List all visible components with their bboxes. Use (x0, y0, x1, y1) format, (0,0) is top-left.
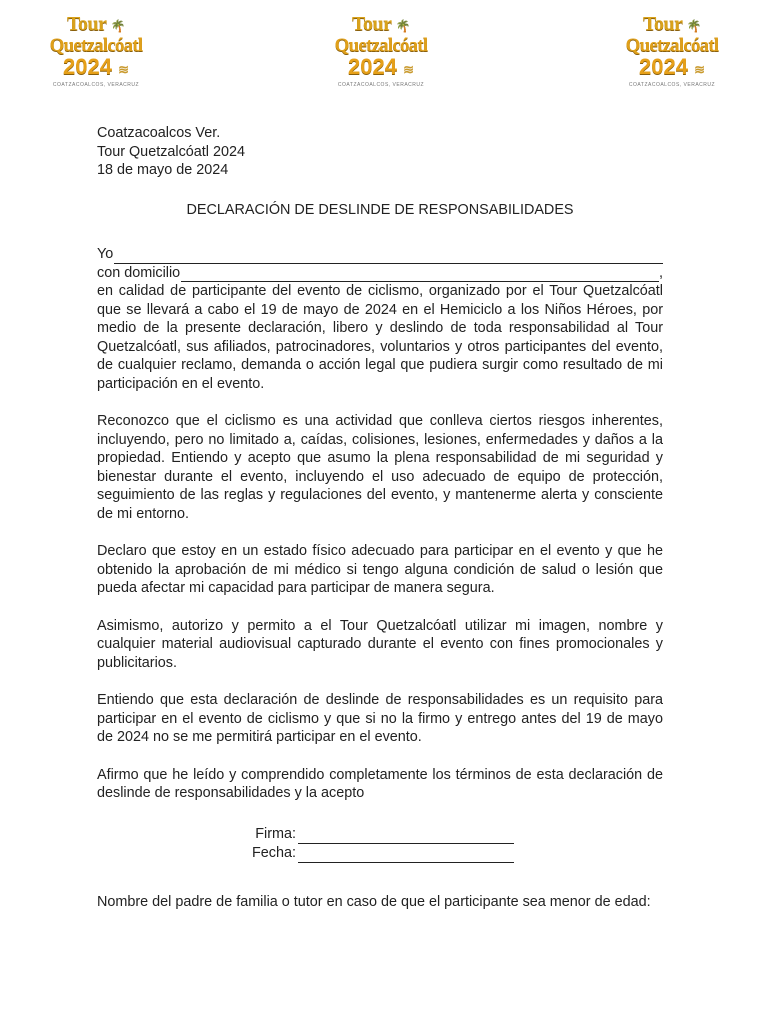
logo-tour-text: Tour (351, 13, 392, 35)
name-fill-line[interactable] (97, 245, 663, 264)
header-date: 18 de mayo de 2024 (97, 162, 229, 178)
palm-icon: 🌴 (395, 19, 411, 33)
logo-year-text: 2024 (63, 54, 112, 79)
address-fill-line[interactable] (97, 264, 663, 283)
signature-block (247, 825, 663, 863)
domicilio-label: con domicilio (97, 264, 181, 281)
event-logo-left (38, 14, 154, 90)
palm-icon: 🌴 (110, 19, 126, 33)
date-blank[interactable] (298, 848, 514, 863)
guardian-name-prompt: Nombre del padre de familia o tutor en caso de que el participante sea menor de edad: (97, 893, 651, 910)
date-row (247, 844, 663, 863)
event-logo-right (614, 14, 730, 90)
wave-icon: ≋ (403, 62, 414, 77)
logo-tour-text: Tour (642, 13, 683, 35)
signature-blank[interactable] (298, 829, 514, 844)
paragraph-image-rights: Asimismo, autorizo y permito a el Tour Quetzalcóatl utilizar mi imagen, nombre y cualquier material audiovisual capturado durante el evento con fines promocionales y publicitarios. (97, 617, 663, 671)
firma-label: Firma: (255, 825, 296, 842)
logo-city-text: COATZACOALCOS, VERACRUZ (337, 82, 425, 88)
wave-icon: ≋ (118, 62, 129, 77)
logo-year-text: 2024 (348, 54, 397, 79)
paragraph-acceptance: Afirmo que he leído y comprendido completamente los términos de esta declaración de deslinde de responsabilidades y la acepto (97, 766, 663, 801)
paragraph-risks: Reconozco que el ciclismo es una actividad que conlleva ciertos riesgos inherentes, incluyendo, pero no limitado a, caídas, colisiones, lesiones, enfermedades y daños a la propiedad. Entiendo y acepto que asumo la plena responsabilidad de mi seguridad y bienestar durante el evento, incluyendo el uso adecuado de equipo de protección, seguimiento de las reglas y regulaciones del evento, y mantenerme alerta y consciente de mi entorno. (97, 413, 663, 522)
logo-city-text: COATZACOALCOS, VERACRUZ (52, 82, 140, 88)
wave-icon: ≋ (694, 62, 705, 77)
event-logo-center (323, 14, 439, 90)
paragraph-liability-release: en calidad de participante del evento de ciclismo, organizado por el Tour Quetzalcóatl que se llevará a cabo el 19 de mayo de 2024 en el Hemiciclo a los Niños Héroes, por medio de la presente declaración, libero y deslindo de toda responsabilidad al Tour Quetzalcóatl, sus afiliados, patrocinadores, voluntarios y otros participantes del evento, de cualquier reclamo, demanda o acción legal que pudiera surgir como resultado de mi participación en el evento. (97, 283, 663, 392)
signature-row (247, 825, 663, 844)
logo-city-text: COATZACOALCOS, VERACRUZ (628, 82, 716, 88)
logo-name-text: Quetzalcóatl (49, 35, 143, 56)
logo-tour-text: Tour (66, 13, 107, 35)
fecha-label: Fecha: (252, 844, 296, 861)
logo-name-text: Quetzalcóatl (625, 35, 719, 56)
logo-year-text: 2024 (639, 54, 688, 79)
header-event: Tour Quetzalcóatl 2024 (97, 143, 245, 160)
domicilio-comma: , (659, 264, 663, 281)
logo-name-text: Quetzalcóatl (334, 35, 428, 56)
paragraph-requirement: Entiendo que esta declaración de deslinde de responsabilidades es un requisito para participar en el evento de ciclismo y que si no la firmo y entrego antes del 19 de mayo de 2024 no se me permitirá participar en el evento. (97, 692, 663, 745)
palm-icon: 🌴 (686, 19, 702, 33)
header-city: Coatzacoalcos Ver. (97, 125, 221, 141)
document-body (97, 124, 663, 925)
paragraph-fitness: Declaro que estoy en un estado físico adecuado para participar en el evento y que he obtenido la aprobación de mi médico si tengo alguna condición de salud o lesión que pueda afectar mi capacidad para participar de manera segura. (97, 543, 663, 596)
address-blank[interactable] (181, 267, 659, 282)
yo-label: Yo (97, 246, 114, 262)
document-title: DECLARACIÓN DE DESLINDE DE RESPONSABILIDADES (186, 201, 574, 218)
name-blank[interactable] (114, 249, 663, 264)
